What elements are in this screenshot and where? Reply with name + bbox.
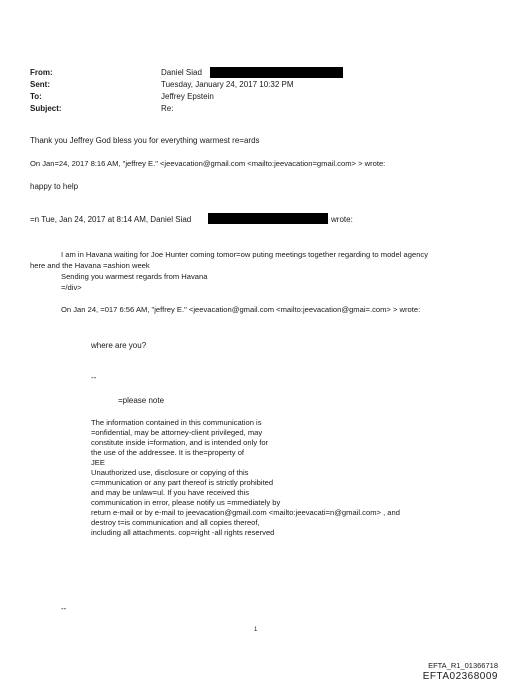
disclaimer-line: =onfidential, may be attorney-client privileged, may: [91, 428, 263, 437]
separator: --: [61, 604, 67, 613]
body-line: Thank you Jeffrey God bless you for everything warmest re=ards: [30, 136, 260, 145]
doc-id-secondary: EFTA02368009: [422, 671, 498, 682]
disclaimer-line: the use of the addressee. It is the=property of: [91, 448, 245, 457]
sent-value: Tuesday, January 24, 2017 10:32 PM: [161, 80, 294, 89]
page-number: 1: [254, 627, 258, 633]
disclaimer-line: constitute inside i=formation, and is intended only for: [91, 438, 269, 447]
quote-header: On Jan 24, =017 6:56 AM, "jeffrey E." <jeevacation@gmail.com <mailto:jeevacation@gmai=.com> > wrote:: [61, 305, 421, 314]
disclaimer-line: destroy t=is communication and all copies thereof,: [91, 518, 260, 527]
body-line: =/div>: [61, 283, 82, 292]
doc-id-primary: EFTA_R1_01366718: [428, 661, 498, 670]
to-label: To:: [30, 92, 42, 101]
body-line: =please note: [118, 396, 165, 405]
quote-header: On Jan=24, 2017 8:16 AM, "jeffrey E." <jeevacation@gmail.com <mailto:jeevacation=gmail.com> > wrote:: [30, 159, 386, 168]
redaction-block: [210, 67, 343, 78]
disclaimer-line: return e-mail or by e-mail to jeevacation@gmail.com <mailto:jeevacati=n@gmail.com> , and: [91, 508, 400, 517]
body-line: I am in Havana waiting for Joe Hunter coming tomor=ow puting meetings together regarding to model agency: [61, 250, 429, 259]
disclaimer-line: communication in error, please notify us =mmediately by: [91, 498, 281, 507]
separator: --: [91, 373, 97, 382]
body-line: Sending you warmest regards from Havana: [61, 272, 208, 281]
from-label: From:: [30, 68, 53, 77]
sent-label: Sent:: [30, 80, 50, 89]
to-value: Jeffrey Epstein: [161, 92, 214, 101]
redaction-block: [208, 213, 328, 224]
body-line: happy to help: [30, 182, 79, 191]
subject-value: Re:: [161, 104, 174, 113]
disclaimer-line: The information contained in this communication is: [91, 418, 262, 427]
quote-header: =n Tue, Jan 24, 2017 at 8:14 AM, Daniel Siad: [30, 215, 192, 224]
disclaimer-line: and may be unlaw=ul. If you have received this: [91, 488, 250, 497]
quote-header-suffix: wrote:: [331, 215, 353, 224]
disclaimer-line: including all attachments. cop=right -all rights reserved: [91, 528, 275, 537]
from-value: Daniel Siad: [161, 68, 202, 77]
body-line: here and the Havana =ashion week: [30, 261, 150, 270]
subject-label: Subject:: [30, 104, 62, 113]
disclaimer-line: JEE: [91, 458, 105, 467]
disclaimer-line: Unauthorized use, disclosure or copying of this: [91, 468, 249, 477]
body-line: where are you?: [91, 341, 147, 350]
disclaimer-line: c=mmunication or any part thereof is strictly prohibited: [91, 478, 274, 487]
